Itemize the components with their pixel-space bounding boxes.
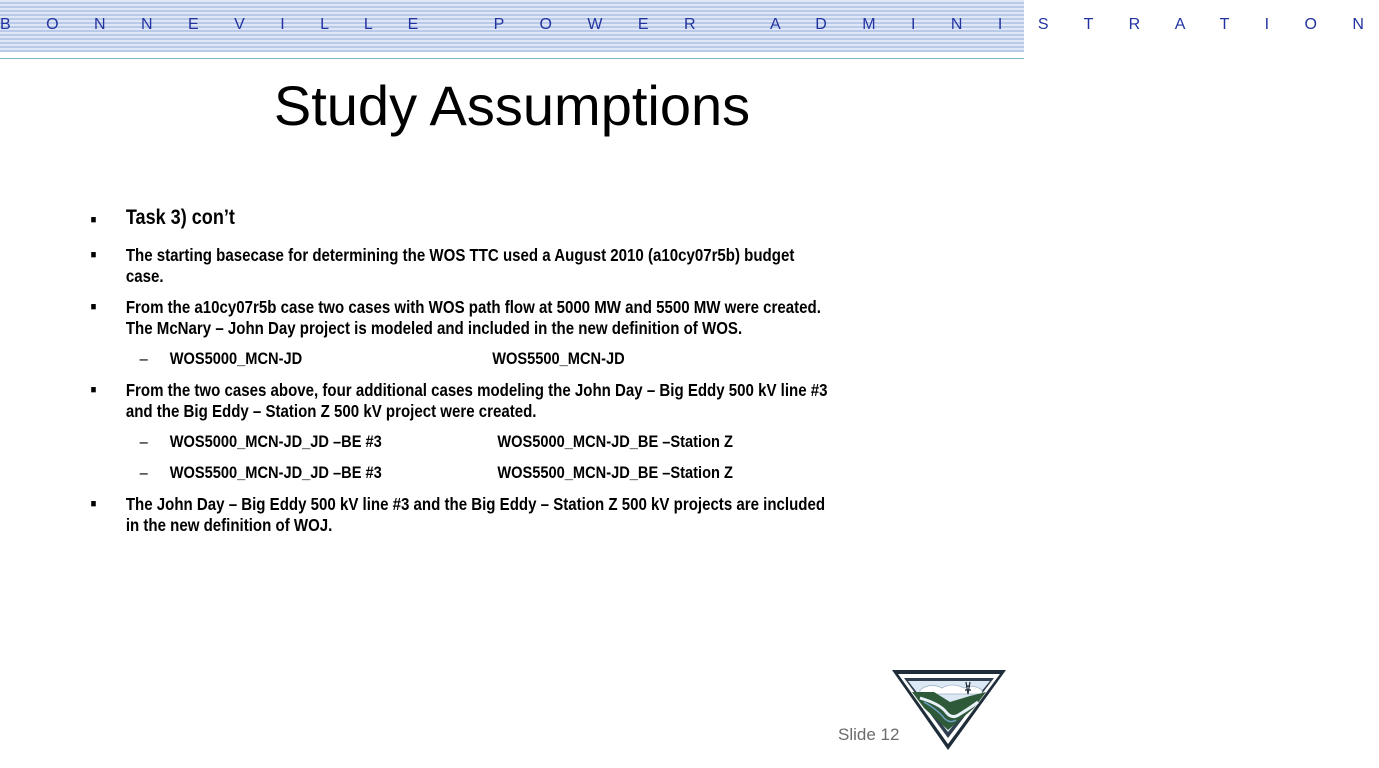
case-name: WOS5000_MCN-JD_BE –Station Z: [497, 432, 733, 451]
bullet-item: [88, 494, 828, 536]
dash-marker: –: [139, 432, 148, 451]
case-name: WOS5000_MCN-JD_JD –BE #3: [169, 432, 382, 451]
dash-marker: –: [139, 349, 148, 368]
bullet-text: Task 3) con’t: [125, 206, 235, 229]
case-name: WOS5500_MCN-JD: [492, 349, 625, 368]
bullet-item: [88, 245, 828, 287]
bullet-text: From the a10cy07r5b case two cases with WOS path flow at 5000 MW and 5500 MW were created. The McNary – John Day project is modeled and included in the new definition of WOS.: [125, 297, 821, 338]
sub-item: [88, 463, 828, 483]
bullet-marker: ■: [90, 301, 97, 313]
case-name: WOS5000_MCN-JD: [169, 349, 303, 368]
case-name: WOS5500_MCN-JD_BE –Station Z: [497, 463, 733, 482]
bullet-text: The John Day – Big Eddy 500 kV line #3 and the Big Eddy – Station Z 500 kV projects are included in the new definition of WOJ.: [125, 494, 826, 535]
slide-number: Slide 12: [838, 725, 900, 744]
bullet-item: [88, 205, 828, 231]
sub-item: [88, 349, 828, 369]
bullet-item: [88, 297, 828, 339]
bullet-marker: ■: [90, 498, 97, 510]
bullet-text: From the two cases above, four additional cases modeling the John Day – Big Eddy 500 kV line #3 and the Big Eddy – Station Z 500 kV project were created.: [125, 380, 828, 421]
slide-body: [88, 205, 828, 546]
slide-title: Study Assumptions: [273, 74, 751, 137]
bullet-marker: ■: [90, 249, 97, 261]
case-name: WOS5500_MCN-JD_JD –BE #3: [169, 463, 382, 482]
bullet-marker: ■: [90, 384, 97, 396]
header-banner: [0, 0, 1379, 52]
sub-item: [88, 432, 828, 452]
bpa-logo-icon: [890, 668, 1008, 752]
bullet-item: [88, 380, 828, 422]
bullet-marker: ■: [90, 214, 97, 226]
dash-marker: –: [139, 463, 148, 482]
header-divider: [0, 58, 1024, 59]
organization-name: B O N N E V I L L E P O W E R A D M I N I S T R A T I O N: [0, 16, 1379, 33]
bullet-text: The starting basecase for determining the WOS TTC used a August 2010 (a10cy07r5b) budget case.: [125, 245, 795, 286]
